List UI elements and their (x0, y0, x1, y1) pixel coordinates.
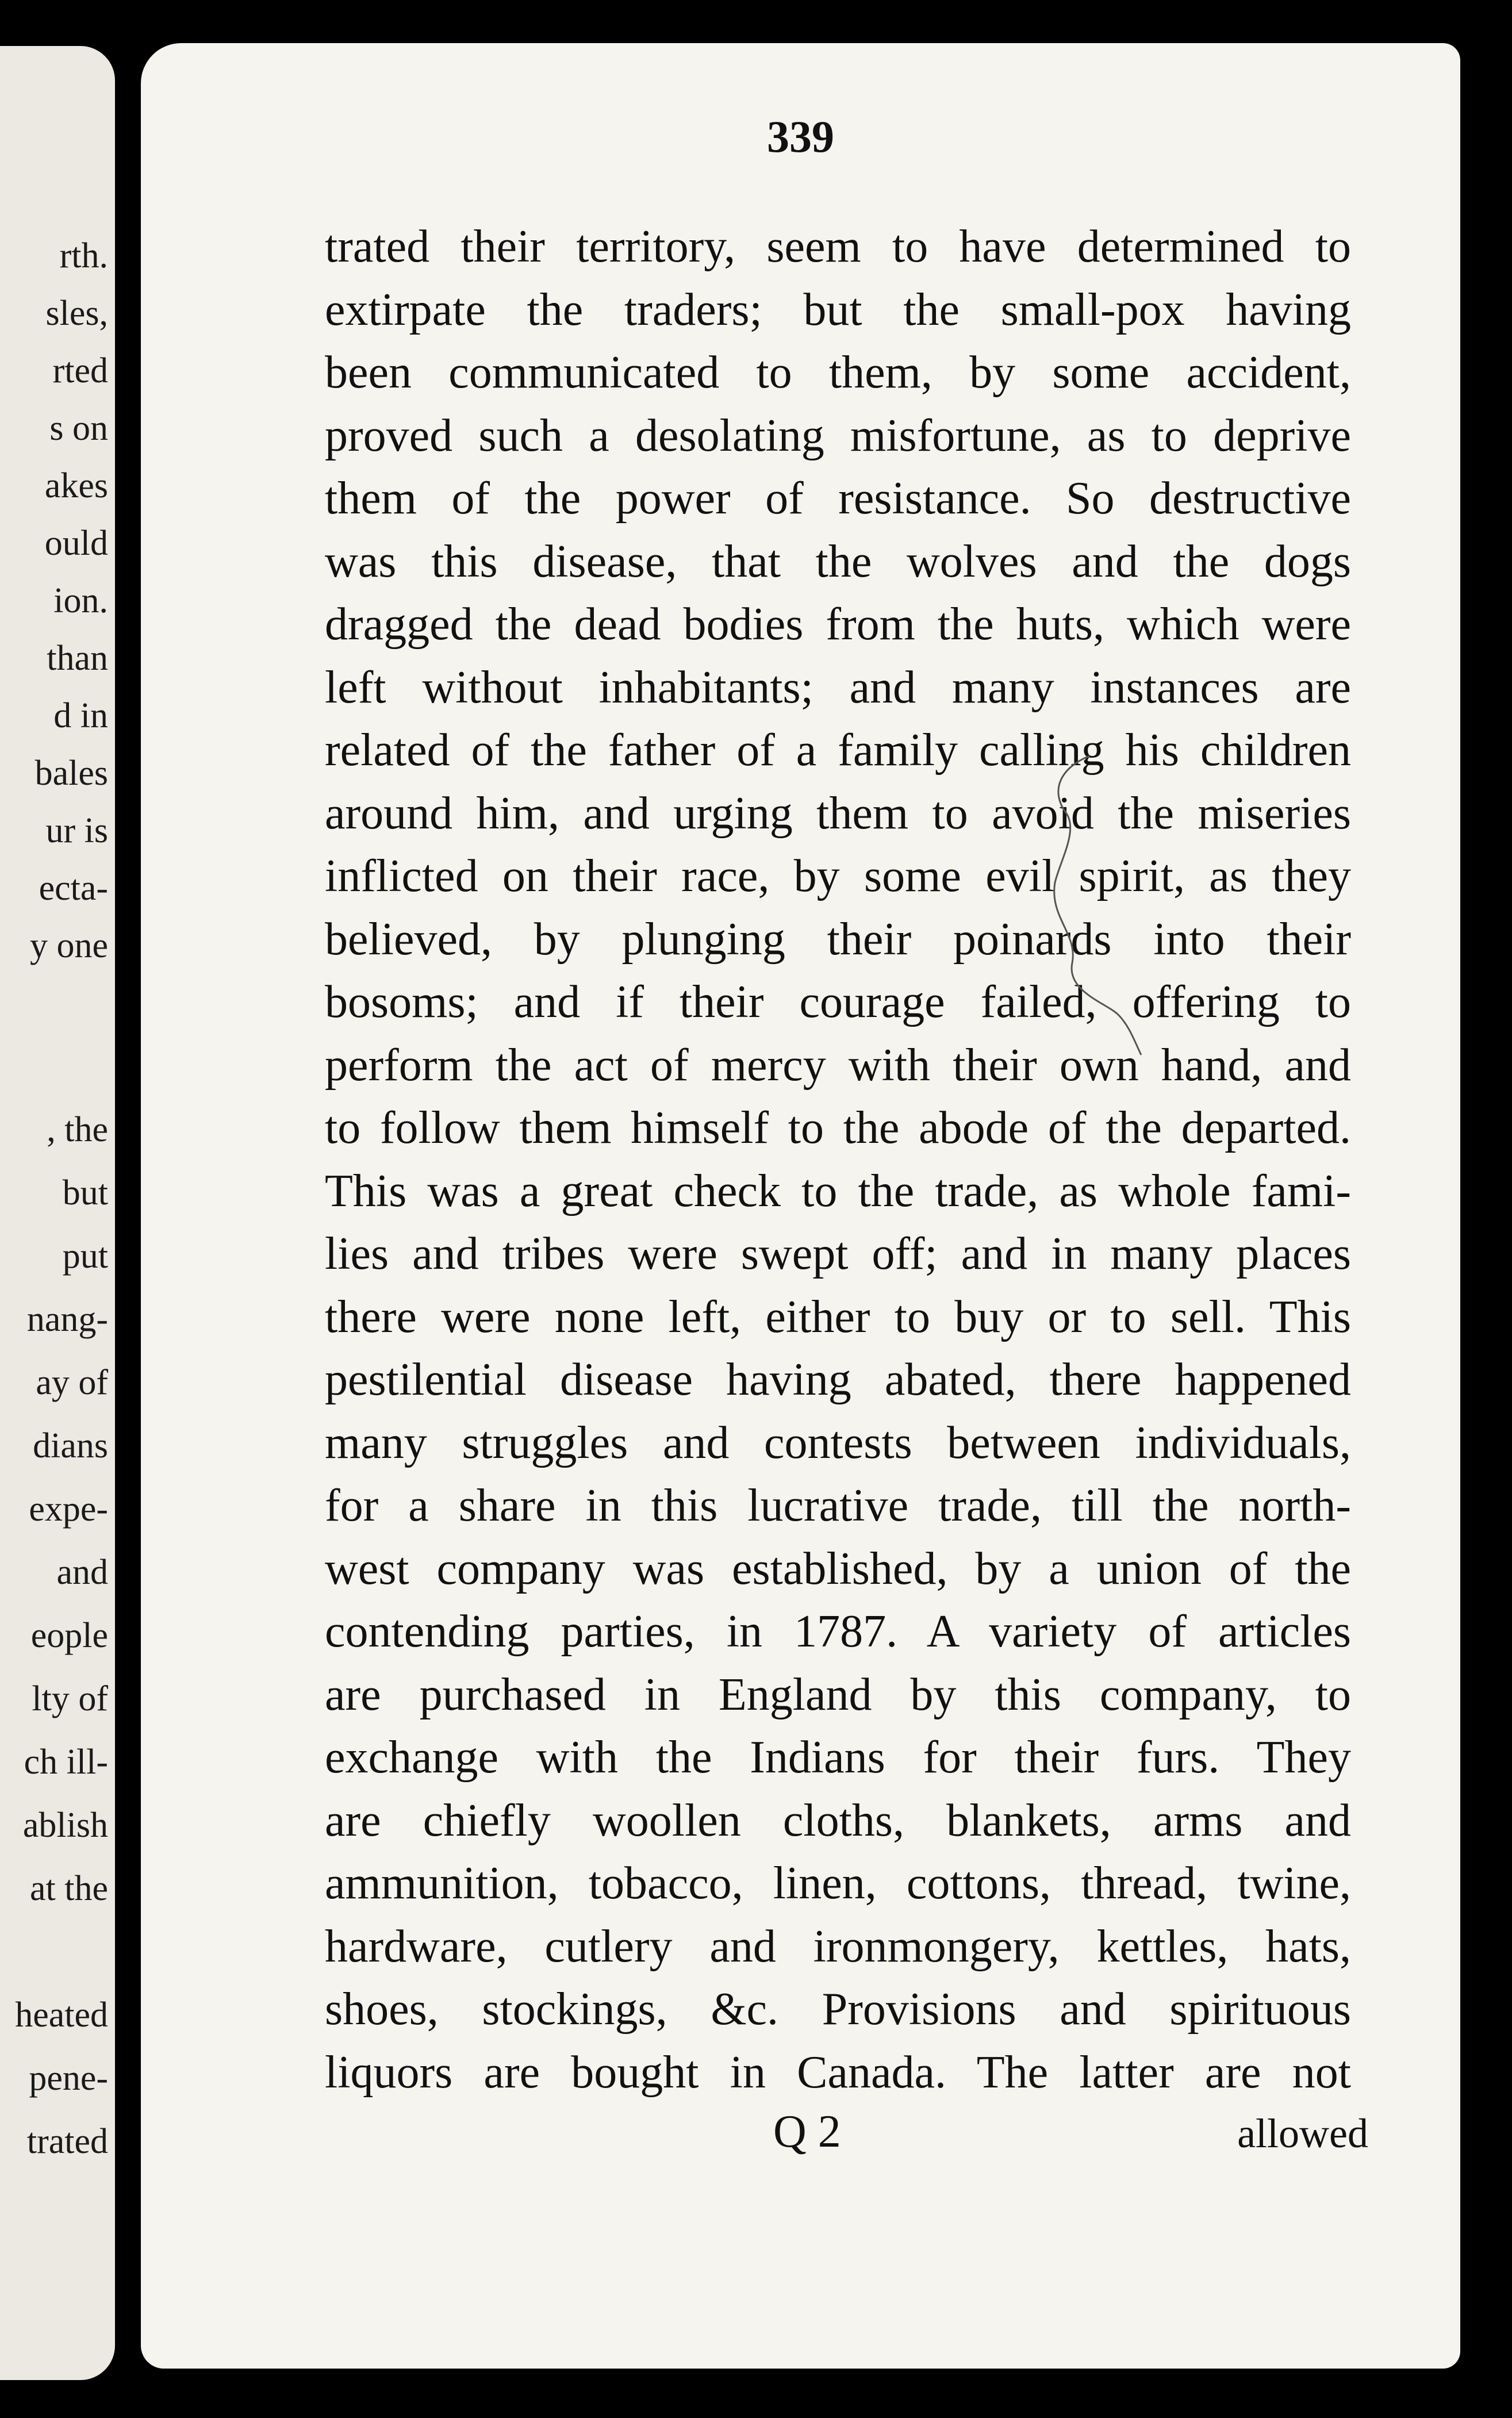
text-line: was this disease, that the wolves and the dogs (325, 536, 1351, 587)
text-line: This was a great check to the trade, as whole fami- (325, 1165, 1351, 1216)
left-page-line: lty of (32, 1679, 108, 1718)
left-page-line: expe- (29, 1490, 108, 1529)
text-line: west company was established, by a union of the (325, 1543, 1351, 1594)
left-page-line: ion. (53, 581, 108, 620)
text-line: hardware, cutlery and ironmongery, kettles, hats, (325, 1921, 1351, 1972)
left-page-line: rted (52, 351, 108, 390)
text-line: related of the father of a family calling his children (325, 725, 1351, 776)
text-line: lies and tribes were swept off; and in many places (325, 1229, 1351, 1279)
left-page-line: bales (34, 754, 108, 793)
left-page-line: at the (30, 1869, 108, 1908)
text-line: for a share in this lucrative trade, till the north- (325, 1480, 1351, 1531)
text-line: inflicted on their race, by some evil spirit, as they (325, 851, 1351, 901)
left-page-line: ay of (36, 1363, 108, 1402)
book-page (141, 43, 1460, 2369)
text-line: ammunition, tobacco, linen, cottons, thread, twine, (325, 1858, 1351, 1909)
signature-mark: Q 2 (773, 2106, 841, 2157)
text-line: exchange with the Indians for their furs. They (325, 1732, 1351, 1783)
left-page-line: nang- (26, 1300, 108, 1339)
text-line: are chiefly woollen cloths, blankets, arms and (325, 1795, 1351, 1846)
text-line: shoes, stockings, &c. Provisions and spirituous (325, 1984, 1351, 2035)
left-page-line: than (47, 639, 108, 678)
facing-page-fragment (0, 46, 115, 2380)
left-page-line: pene- (29, 2059, 108, 2098)
text-line: around him, and urging them to avoid the miseries (325, 788, 1351, 839)
catchword: allowed (1237, 2110, 1368, 2156)
left-page-line: d in (53, 696, 108, 735)
left-page-line: but (62, 1173, 108, 1212)
left-page-line: eople (30, 1616, 108, 1655)
text-line: there were none left, either to buy or to sell. This (325, 1291, 1351, 1342)
left-page-line: heated (15, 1995, 108, 2035)
text-line: been communicated to them, by some accident, (325, 347, 1351, 398)
text-line: perform the act of mercy with their own hand, and (325, 1039, 1351, 1091)
left-page-line: sles, (45, 294, 108, 333)
text-line: trated their territory, seem to have determined to (325, 221, 1351, 272)
left-page-line: ch ill- (24, 1743, 108, 1782)
text-line: to follow them himself to the abode of the departed. (325, 1103, 1351, 1153)
text-line: proved such a desolating misfortune, as to deprive (325, 410, 1351, 461)
left-page-line: y one (29, 926, 108, 965)
left-page-line: trated (26, 2122, 108, 2161)
left-page-line: ecta- (39, 869, 108, 908)
text-line: left without inhabitants; and many instances are (325, 662, 1351, 713)
body-text (325, 216, 1351, 2104)
left-page-line: rth. (59, 236, 108, 275)
left-page-line: and (56, 1553, 108, 1592)
text-line: contending parties, in 1787. A variety of articles (325, 1606, 1351, 1657)
page-edge-shadow (1469, 0, 1512, 2418)
text-line: believed, by plunging their poinards into their (325, 914, 1351, 965)
text-line: are purchased in England by this company, to (325, 1669, 1351, 1720)
text-line: many struggles and contests between individuals, (325, 1417, 1351, 1468)
left-page-line: , the (47, 1110, 108, 1149)
text-line: dragged the dead bodies from the huts, which were (325, 599, 1351, 650)
left-page-line: put (62, 1237, 108, 1276)
left-page-line: ould (44, 524, 108, 563)
text-line: them of the power of resistance. So destructive (325, 473, 1351, 524)
left-page-line: akes (44, 466, 108, 505)
text-line: bosoms; and if their courage failed, offering to (325, 977, 1351, 1027)
left-page-line: dians (33, 1426, 108, 1465)
page-number: 339 (767, 112, 834, 162)
pencil-squiggle (1026, 744, 1199, 1066)
text-line: liquors are bought in Canada. The latter are not (325, 2047, 1351, 2098)
text-line: pestilential disease having abated, there happened (325, 1354, 1351, 1405)
left-page-line: s on (49, 409, 108, 448)
left-page-line: ur is (45, 811, 108, 850)
left-page-line: ablish (22, 1806, 108, 1845)
text-line: extirpate the traders; but the small-pox having (325, 284, 1351, 335)
